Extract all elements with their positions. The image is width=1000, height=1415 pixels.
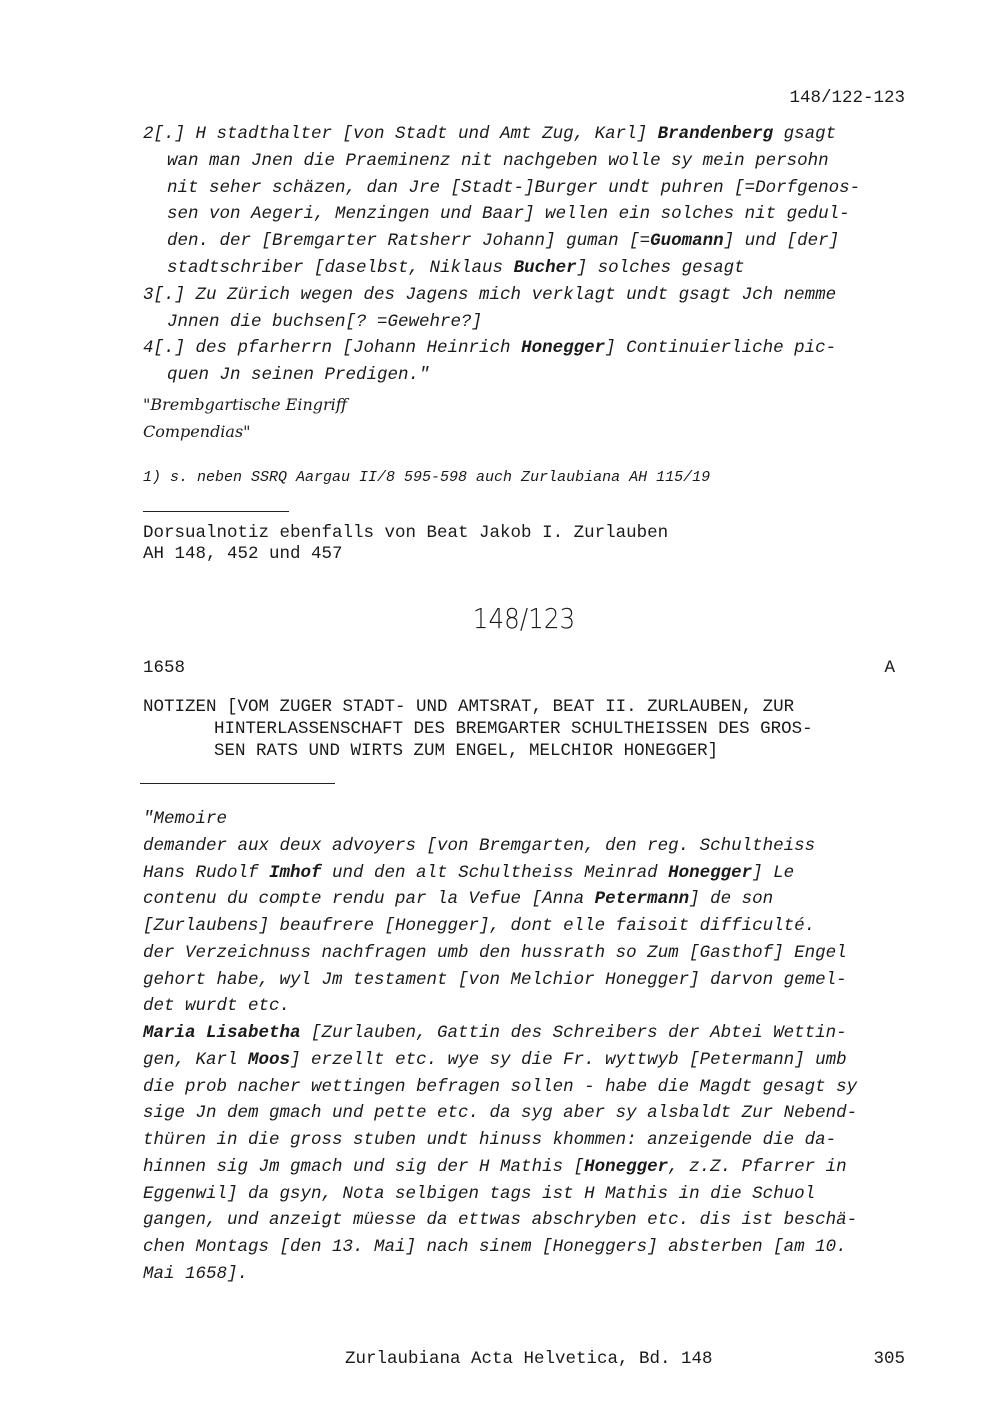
dorsal-note-line2: AH 148, 452 und 457: [143, 544, 343, 564]
text-run: det wurdt etc.: [143, 996, 291, 1017]
memoire-line: [143, 806, 227, 833]
item-line: [143, 121, 836, 148]
text-run: 4[.] des pfarherrn [Johann Heinrich: [143, 338, 522, 359]
text-run: chen Montags [den 13. Mai] nach sinem [Honeggers] absterben [am 10.: [143, 1237, 847, 1257]
bold-name: Bucher: [513, 258, 577, 278]
entry-number: 148/123: [472, 602, 576, 635]
text-run: sige Jn dem gmach und pette etc. da syg aber sy alsbaldt Zur Nebend-: [143, 1103, 858, 1124]
memoire-line: [143, 1047, 847, 1074]
script-line-compendias: Compendias": [143, 422, 251, 441]
text-run: hinnen sig Jm gmach und sig der H Mathis [: [143, 1156, 585, 1177]
bold-name: Honegger: [668, 862, 753, 883]
text-run: quen Jn seinen Predigen.": [167, 365, 430, 386]
memoire-line: [143, 967, 847, 994]
item-line: [167, 175, 860, 202]
text-run: Hans Rudolf: [143, 862, 270, 883]
memoire-line: [143, 1074, 857, 1101]
text-run: Jnnen die buchsen[? =Gewehre?]: [167, 311, 483, 332]
item-line: [143, 282, 836, 309]
item-line: [167, 201, 850, 228]
text-run: [Zurlauben, Gattin des Schreibers der Abtei Wettin-: [300, 1023, 847, 1043]
text-run: wan man Jnen die Praeminenz nit nachgeben wolle sy mein persohn: [167, 150, 829, 171]
bold-name: Maria Lisabetha: [143, 1023, 301, 1043]
bold-name: Petermann: [594, 889, 690, 910]
item-line: [167, 148, 829, 175]
memoire-line: [143, 1261, 248, 1288]
text-run: ] Continuierliche pic-: [605, 338, 837, 359]
text-run: 3[.] Zu Zürich wegen des Jagens mich verklagt undt gsagt Jch nemme: [143, 284, 837, 305]
memoire-line: [143, 940, 847, 967]
dorsal-note-line1: Dorsualnotiz ebenfalls von Beat Jakob I. Zurlauben: [143, 523, 669, 543]
text-run: den. der [Bremgarter Ratsherr Johann] guman [=: [167, 231, 651, 252]
text-run: demander aux deux advoyers [von Bremgarten, den reg. Schultheiss: [143, 835, 816, 856]
entry-title-line2: HINTERLASSENSCHAFT DES BREMGARTER SCHULTHEISSEN DES GROS-: [214, 719, 813, 739]
bold-name: Brandenberg: [657, 124, 774, 144]
item-line: [167, 362, 430, 389]
memoire-line: [143, 860, 794, 887]
item-line: [143, 335, 836, 362]
item-line: [167, 309, 482, 336]
text-run: die prob nacher wettingen befragen sollen - habe die Magdt gesagt sy: [143, 1076, 858, 1097]
bold-name: Honegger: [584, 1156, 669, 1177]
text-run: "Memoire: [143, 809, 228, 829]
text-run: gsagt: [773, 124, 837, 144]
text-run: ] de son: [689, 889, 774, 910]
text-run: Mai 1658].: [143, 1263, 249, 1284]
memoire-line: [143, 1100, 857, 1127]
script-line-eingriff: "Brembgartische Eingriff: [143, 395, 348, 414]
memoire-line: [143, 1207, 857, 1234]
entry-title-line3: SEN RATS UND WIRTS ZUM ENGEL, MELCHIOR HONEGGER]: [214, 741, 719, 761]
text-run: 2[.] H stadthalter [von Stadt und Amt Zug, Karl]: [143, 124, 658, 144]
text-run: stadtschriber [daselbst, Niklaus: [167, 258, 514, 278]
bold-name: Moos: [248, 1049, 291, 1070]
text-run: ] solches gesagt: [576, 258, 745, 278]
text-run: [Zurlaubens] beaufrere [Honegger], dont elle faisoit difficulté.: [143, 916, 816, 936]
text-run: , z.Z. Pfarrer in: [668, 1156, 847, 1177]
text-run: gehort habe, wyl Jm testament [von Melchior Honegger] darvon gemel-: [143, 969, 847, 990]
memoire-line: [143, 993, 290, 1020]
entry-title-line1: NOTIZEN [VOM ZUGER STADT- UND AMTSRAT, BEAT II. ZURLAUBEN, ZUR: [143, 697, 795, 717]
memoire-line: [143, 833, 815, 860]
memoire-line: [143, 886, 773, 913]
memoire-line: [143, 1181, 815, 1208]
footer-page-number: 305: [873, 1349, 905, 1369]
footer-publication: Zurlaubiana Acta Helvetica, Bd. 148: [345, 1349, 713, 1369]
memoire-line: [143, 1154, 847, 1181]
memoire-line: [143, 1234, 847, 1261]
text-run: Eggenwil] da gsyn, Nota selbigen tags ist H Mathis in die Schuol: [143, 1183, 816, 1204]
text-run: gen, Karl: [143, 1049, 249, 1070]
item-line: [167, 255, 745, 282]
entry-type: A: [884, 658, 895, 678]
text-run: contenu du compte rendu par la Vefue [Anna: [143, 889, 595, 910]
text-run: sen von Aegeri, Menzingen und Baar] wellen ein solches nit gedul-: [167, 204, 850, 225]
text-run: ] Le: [752, 862, 795, 883]
entry-year: 1658: [143, 658, 186, 678]
footnote-divider: [143, 511, 289, 512]
memoire-line: [143, 913, 815, 940]
text-run: ] erzellt etc. wye sy die Fr. wyttwyb [Petermann] umb: [290, 1049, 847, 1070]
item-line: [167, 228, 839, 255]
text-run: gangen, und anzeigt müesse da ettwas abschryben etc. dis ist beschä-: [143, 1210, 858, 1231]
text-run: thüren in die gross stuben undt hinuss khommen: anzeigende die da-: [143, 1130, 837, 1150]
bold-name: Imhof: [269, 862, 322, 883]
text-run: der Verzeichnuss nachfragen umb den hussrath so Zum [Gasthof] Engel: [143, 942, 847, 963]
footnote: 1) s. neben SSRQ Aargau II/8 595-598 auch Zurlaubiana AH 115/19: [143, 469, 711, 486]
title-divider: [140, 783, 335, 784]
bold-name: Honegger: [521, 338, 606, 359]
text-run: nit seher schäzen, dan Jre [Stadt-]Burger undt puhren [=Dorfgenos-: [167, 177, 861, 198]
memoire-line: [143, 1020, 847, 1047]
memoire-line: [143, 1127, 836, 1154]
text-run: ] und [der]: [723, 231, 840, 252]
page-reference: 148/122-123: [789, 88, 905, 108]
text-run: und den alt Schultheiss Meinrad: [321, 862, 669, 883]
bold-name: Guomann: [650, 231, 724, 252]
